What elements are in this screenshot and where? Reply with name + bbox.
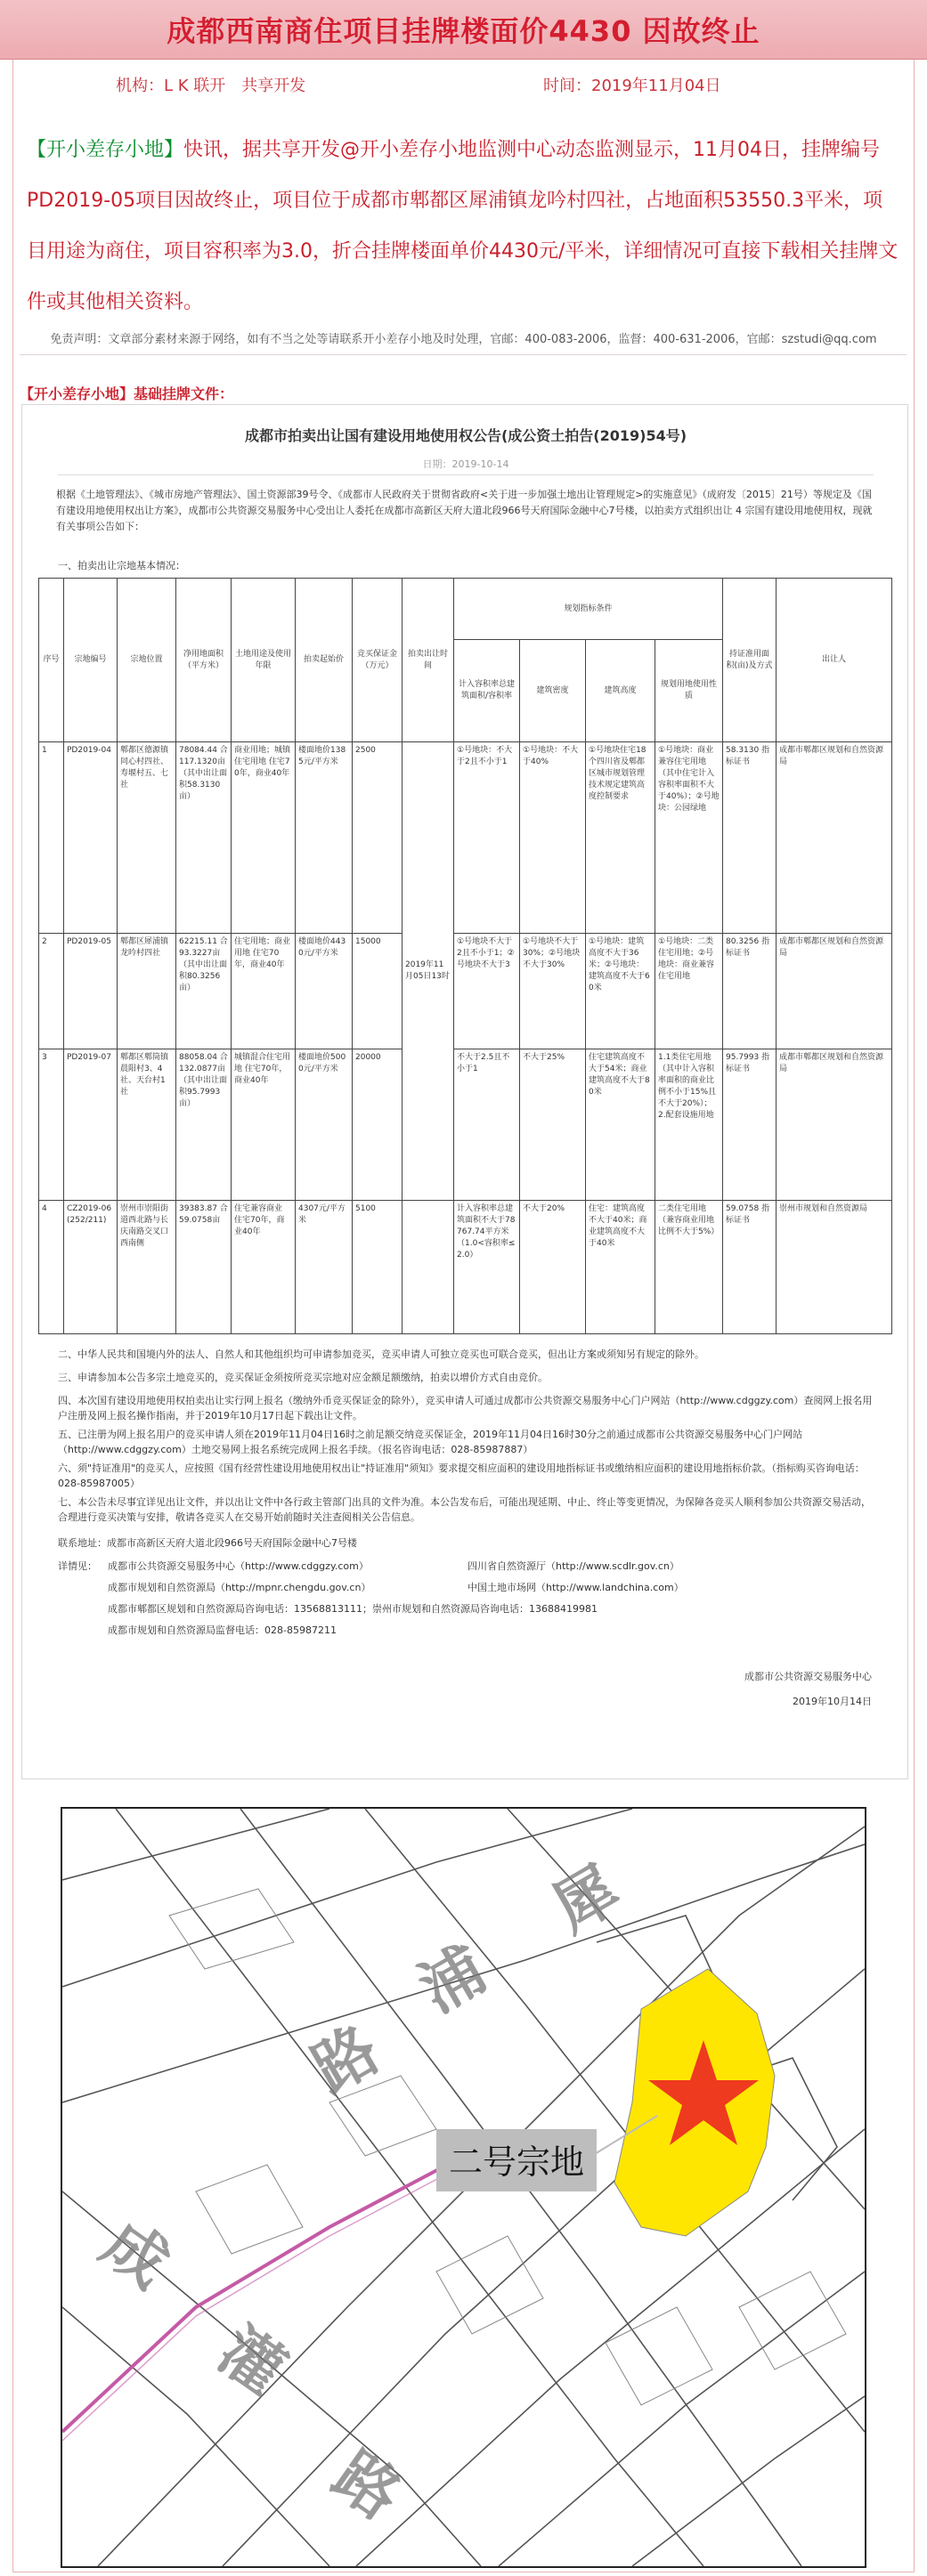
site-location-map	[61, 1807, 866, 2568]
cell-deposit: 2500	[353, 742, 403, 934]
clause-7: 七、本公告未尽事宜详见出让文件，并以出让文件中各行政主管部门出具的文件为准。本公告发布后，可能出现延期、中止、终止等变更情况，为保障各竞买人顺利参加公共资源交易活动，合理进行竞买决策与安排，敬请各竞买人在交易开始前随时关注查阅相关公告信息。	[58, 1496, 871, 1523]
clause-2: 二、中华人民共和国境内外的法人、自然人和其他组织均可申请参加竞买，竞买申请人可独立竞买也可联合竞买，但出让方案或须知另有规定的除外。	[58, 1349, 704, 1360]
cell-height: 住宅：建筑高度不大于40米；商业建筑高度不大于40米	[586, 1201, 655, 1334]
cell-plan-use: 1.1类住宅用地（其中计入容积率面积的商业比例不小于15%且不大于20%）；2.配套设施用地	[655, 1049, 723, 1201]
cell-plot-ratio: ①号地块不大于2且不小于1；②号地块不大于3	[454, 934, 520, 1049]
clause-3: 三、申请参加本公告多宗土地竞买的，竞买保证金须按所竞买宗地对应金额足额缴纳，拍卖以增价方式自由竞价。	[58, 1372, 548, 1383]
cell-code: PD2019-04	[64, 742, 118, 934]
cell-plan-use: 二类住宅用地（兼容商业用地比例不大于5%）	[655, 1201, 723, 1334]
contact-phone-1: 成都市郫都区规划和自然资源局咨询电话：13568813111；崇州市规划和自然资源局咨询电话：13688419981	[108, 1603, 598, 1615]
doc-subhead: 一、拍卖出让宗地基本情况：	[58, 560, 185, 571]
contact-phone-2: 成都市规划和自然资源局监督电话：028-85987211	[108, 1624, 337, 1636]
cell-green-area: 95.7993 指标证书	[723, 1049, 777, 1201]
title-banner	[0, 0, 927, 60]
th-grantor: 出让人	[777, 579, 892, 742]
th-auction-time: 拍卖出让时间	[403, 579, 454, 742]
th-height: 建筑高度	[586, 640, 655, 742]
th-plan-use: 规划用地使用性质	[655, 640, 723, 742]
cell-code: PD2019-07	[64, 1049, 118, 1201]
land-table	[38, 578, 892, 1334]
divider	[20, 354, 907, 355]
th-planning: 规划指标条件	[454, 579, 723, 640]
doc-title: 成都市拍卖出让国有建设用地使用权公告(成公资土拍告(2019)54号)	[244, 427, 687, 444]
cell-density: 不大于25%	[520, 1049, 586, 1201]
cell-seq: 1	[39, 742, 64, 934]
link-cdggzy[interactable]: 成都市公共资源交易服务中心（http://www.cdggzy.com）	[108, 1560, 369, 1572]
cell-use-term: 住宅用地；商业用地 住宅70年，商业40年	[232, 934, 296, 1049]
map-rail-line-2	[62, 2156, 481, 2441]
cell-use-term: 城镇混合住宅用地 住宅70年，商业40年	[232, 1049, 296, 1201]
cell-green-area: 58.3130 指标证书	[723, 742, 777, 934]
cell-grantor: 成都市郫都区规划和自然资源局	[777, 1049, 892, 1201]
contact-address: 联系地址：成都市高新区天府大道北段966号天府国际金融中心7号楼	[58, 1537, 357, 1549]
th-seq: 序号	[39, 579, 64, 742]
cell-grantor: 崇州市规划和自然资源局	[777, 1201, 892, 1334]
road-label: 犀	[541, 1851, 632, 1947]
link-scdlr[interactable]: 四川省自然资源厅（http://www.scdlr.gov.cn）	[468, 1560, 679, 1572]
cell-grantor: 成都市郫都区规划和自然资源局	[777, 934, 892, 1049]
map-label: 二号宗地	[448, 2143, 585, 2182]
map-svg	[62, 1809, 865, 2566]
cell-start-price: 楼面地价4430元/平方米	[296, 934, 353, 1049]
cell-deposit: 20000	[353, 1049, 403, 1201]
link-mpnr[interactable]: 成都市规划和自然资源局（http://mpnr.chengdu.gov.cn）	[108, 1582, 371, 1593]
cell-grantor: 成都市郫都区规划和自然资源局	[777, 742, 892, 934]
page-title: 成都西南商住项目挂牌楼面价4430 因故终止	[167, 14, 760, 48]
road-label: 浦	[407, 1932, 499, 2027]
cell-height: 住宅建筑高度不大于54米；商业建筑高度不大于80米	[586, 1049, 655, 1201]
doc-rule	[58, 474, 874, 475]
cell-area: 62215.11 合93.3227亩（其中出让面积80.3256亩）	[176, 934, 232, 1049]
cell-use-term: 住宅兼容商业 住宅70年，商业40年	[232, 1201, 296, 1334]
cell-plot-ratio: 不大于2.5且不小于1	[454, 1049, 520, 1201]
cell-deposit: 5100	[353, 1201, 403, 1334]
cell-use-term: 商业用地；城镇住宅用地 住宅70年，商业40年	[232, 742, 296, 934]
doc-signature: 成都市公共资源交易服务中心	[744, 1671, 872, 1682]
cell-code: CZ2019-06(252/211)	[64, 1201, 118, 1334]
cell-seq: 3	[39, 1049, 64, 1201]
announcement-document	[21, 404, 908, 1779]
cell-area: 39383.87 合59.0758亩	[176, 1201, 232, 1334]
clause-4: 四、本次国有建设用地使用权拍卖出让实行网上报名（缴纳外币竞买保证金的除外），竞买申请人可通过成都市公共资源交易服务中心门户网站（http://www.cdggzy.com）查阅网上报名用户注册及网上报名操作指南，并于2019年10月17日起下载出让文件。	[58, 1395, 873, 1422]
cell-auction-time: 2019年11月05日13时	[403, 742, 454, 1201]
publish-time: 时间：2019年11月04日	[543, 77, 721, 95]
cell-location: 郫都区犀浦镇龙吟村四社	[118, 934, 176, 1049]
cell-start-price: 楼面地价1385元/平方米	[296, 742, 353, 934]
th-deposit: 竞买保证金（万元）	[353, 579, 403, 742]
cell-location: 郫都区德源镇同心村四社、寿堰村五、七社	[118, 742, 176, 934]
cell-green-area: 59.0758 指标证书	[723, 1201, 777, 1334]
cell-deposit: 15000	[353, 934, 403, 1049]
org-label: 机构：L K 联开 共享开发	[116, 77, 306, 95]
link-landchina[interactable]: 中国土地市场网（http://www.landchina.com）	[468, 1582, 684, 1593]
table-row	[39, 742, 892, 934]
lead-text: 快讯，据共享开发@开小差存小地监测中心动态监测显示，11月04日，挂牌编号PD2019-05项目因故终止，项目位于成都市郫都区犀浦镇龙吟村四社，占地面积53550.3平米，项目用途为商住，项目容积率为3.0，折合挂牌楼面单价4430元/平米，详细情况可直接下载相关挂牌文件或其他相关资料。	[27, 139, 899, 313]
th-start-price: 拍卖起始价	[296, 579, 353, 742]
cell-height: ①号地块：建筑高度不大于36米；②号地块：建筑高度不大于60米	[586, 934, 655, 1049]
table-row	[39, 934, 892, 1049]
road-label: 路	[321, 2437, 414, 2534]
th-area: 净用地面积（平方米）	[176, 579, 232, 742]
doc-date: 日期：2019-10-14	[422, 458, 509, 470]
section-title: 【开小差存小地】基础挂牌文件：	[20, 385, 234, 402]
cell-seq: 4	[39, 1201, 64, 1334]
th-code: 宗地编号	[64, 579, 118, 742]
table-row	[39, 1201, 892, 1334]
th-green-area: 持证准用面积(亩)及方式	[723, 579, 777, 742]
road-label: 成	[89, 2206, 183, 2303]
cell-plan-use: ①号地块：商业兼容住宅用地（其中住宅计入容积率面积不大于40%）；②号地块：公园绿地	[655, 742, 723, 934]
cell-start-price: 楼面地价5000元/平方米	[296, 1049, 353, 1201]
cell-density: 不大于20%	[520, 1201, 586, 1334]
doc-sign-date: 2019年10月14日	[793, 1696, 872, 1707]
th-density: 建筑密度	[520, 640, 586, 742]
clause-6: 六、须"持证准用"的竞买人，应按照《国有经营性建设用地使用权出让"持证准用"须知》要求提交相应面积的建设用地指标证书或缴纳相应面积的建设用地指标价款。（指标购买咨询电话：028-85987005）	[58, 1462, 865, 1489]
cell-area: 78084.44 合117.1320亩（其中出让面积58.3130亩）	[176, 742, 232, 934]
doc-intro: 根据《土地管理法》、《城市房地产管理法》、国土资源部39号令、《成都市人民政府关于贯彻省政府<关于进一步加强土地出让管理规定>的实施意见》（成府发〔2015〕21号）等规定及《国有建设用地使用权出让方案》，成都市公共资源交易服务中心受出让人委托在成都市高新区天府大道北段966号天府国际金融中心7号楼，以拍卖方式组织出让 4 宗国有建设用地使用权，现就有关事项公告如下：	[56, 489, 873, 532]
lead-paragraph	[27, 125, 899, 328]
clause-5: 五、已注册为网上报名用户的竞买申请人须在2019年11月04日16时之前足额交纳竞买保证金，2019年11月04日16时30分之前通过成都市公共资源交易服务中心门户网站（http://www.cdggzy.com）土地交易网上报名系统完成网上报名手续。（报名咨询电话：028-85987887）	[58, 1429, 802, 1455]
cell-area: 88058.04 合132.0877亩（其中出让面积95.7993亩）	[176, 1049, 232, 1201]
cell-code: PD2019-05	[64, 934, 118, 1049]
cell-location: 郫都区郫筒镇晨阳村3、4社、天台村1社	[118, 1049, 176, 1201]
disclaimer: 免责声明：文章部分素材来源于网络，如有不当之处等请联系开小差存小地及时处理，官邮：400-083-2006，监督：400-631-2006，官邮：szstudi@qq.com	[50, 333, 877, 346]
lead-tag: 【开小差存小地】	[27, 139, 184, 161]
cell-density: ①号地块不大于30%；②号地块不大于30%	[520, 934, 586, 1049]
cell-seq: 2	[39, 934, 64, 1049]
cell-green-area: 80.3256 指标证书	[723, 934, 777, 1049]
road-label: 路	[300, 2012, 392, 2107]
road-label: 灌	[205, 2313, 298, 2410]
table-row	[39, 1049, 892, 1201]
cell-auction-time-empty	[403, 1201, 454, 1334]
th-location: 宗地位置	[118, 579, 176, 742]
cell-height: ①号地块住宅18个四川省及郫都区城市规划管理技术规定建筑高度控制要求	[586, 742, 655, 934]
table-header-row	[39, 579, 892, 640]
cell-location: 崇州市崇阳街道西北路与长庆南路交叉口西南侧	[118, 1201, 176, 1334]
cell-plot-ratio: ①号地块：不大于2且不小于1	[454, 742, 520, 934]
th-use-term: 土地用途及使用年限	[232, 579, 296, 742]
cell-plan-use: ①号地块：二类住宅用地；②号地块：商业兼容住宅用地	[655, 934, 723, 1049]
cell-plot-ratio: 计入容积率总建筑面积不大于78767.74平方米（1.0<容积率≤2.0）	[454, 1201, 520, 1334]
cell-start-price: 4307元/平方米	[296, 1201, 353, 1334]
map-road-labels	[89, 1852, 631, 2533]
contact-detail-label: 详情见：	[58, 1560, 97, 1572]
th-plot-ratio: 计入容积率总建筑面积/容积率	[454, 640, 520, 742]
cell-density: ①号地块：不大于40%	[520, 742, 586, 934]
